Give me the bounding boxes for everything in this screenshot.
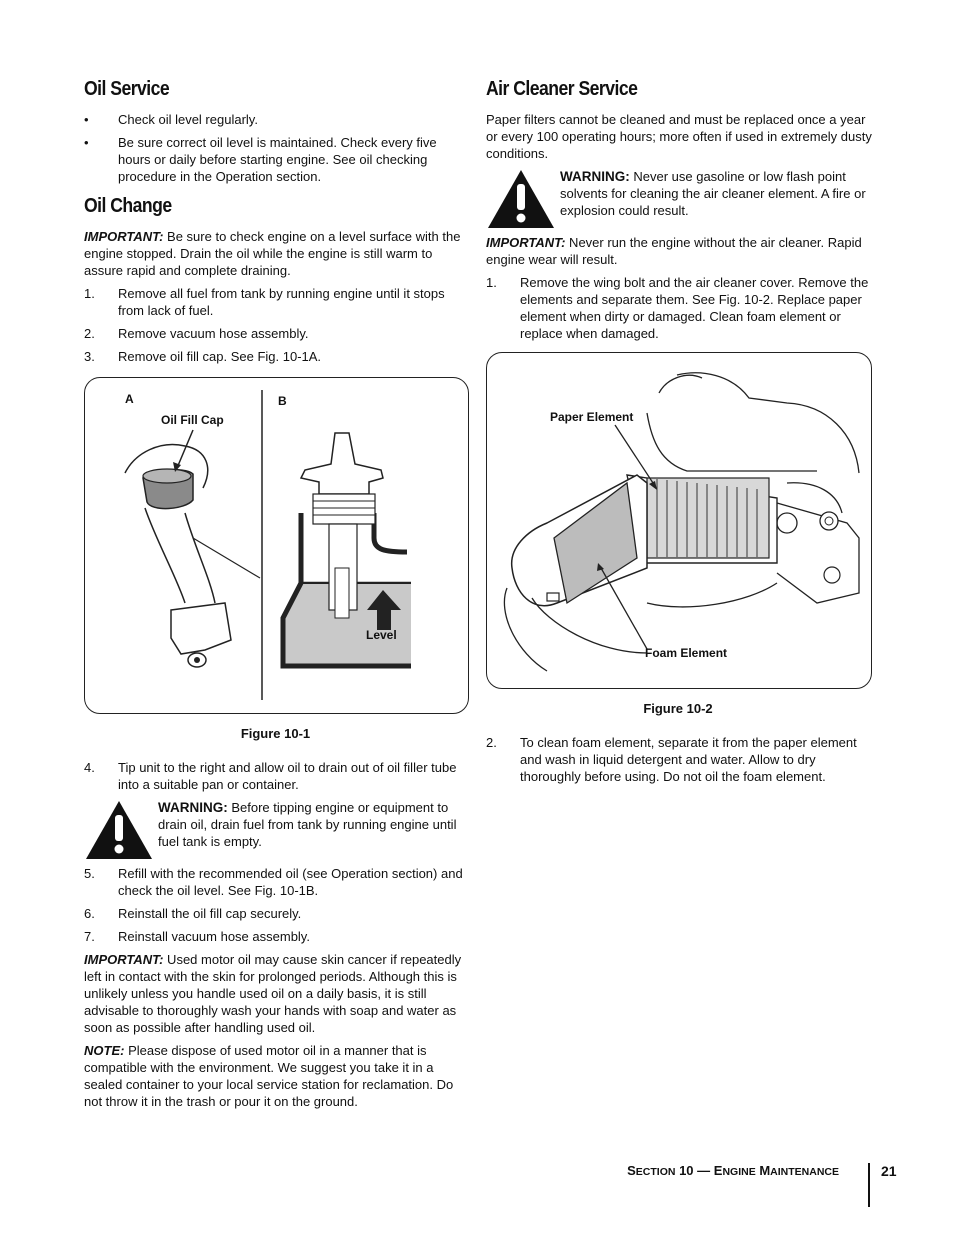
footer-divider [868, 1163, 870, 1207]
note-text: Please dispose of used motor oil in a manner that is compatible with the environment. We suggest you take it in a sealed container to your local service station for reclamation. Do not throw it in the trash or pour it on the ground. [84, 1043, 454, 1109]
bullet-item: • Be sure correct oil level is maintained. Check every five hours or daily before starting engine. See oil checking procedure in the Operation section. [84, 134, 466, 185]
important-text: Be sure to check engine on a level surface with the engine stopped. Drain the oil while the engine is still warm to assure rapid and complete draining. [84, 229, 461, 278]
important-label: IMPORTANT: [84, 229, 164, 244]
step-item [84, 348, 466, 365]
note-label: NOTE: [84, 1043, 125, 1058]
oil-fill-cap-callout: Oil Fill Cap [161, 413, 224, 427]
left-column-lower [84, 759, 466, 1116]
air-cleaner-illustration [487, 353, 871, 688]
step-number: 5. [84, 866, 95, 881]
step-text: Remove oil fill cap. See Fig. 10-1A. [118, 349, 322, 364]
step-text: Tip unit to the right and allow oil to drain out of oil filler tube into a suitable pan or container. [118, 760, 457, 792]
figure-10-1-caption: Figure 10-1 [240, 726, 311, 741]
bullet-text: Be sure correct oil level is maintained. Check every five hours or daily before starting engine. See oil checking procedure in the Operation section. [118, 135, 437, 184]
air-cleaner-heading: Air Cleaner Service [486, 78, 638, 100]
panel-label-a: A [125, 392, 134, 406]
figure-10-2-caption: Figure 10-2 [643, 701, 713, 716]
step-text: Remove the wing bolt and the air cleaner cover. Remove the elements and separate them. See Fig. 10-2. Replace paper element when dirty or damaged. Clean foam element or replace when damaged. [520, 275, 869, 341]
step-number: 1. [486, 275, 497, 290]
step-text: To clean foam element, separate it from the paper element and wash in liquid detergent and water. Allow to dry thoroughly before using. Do not oil the foam element. [520, 735, 857, 784]
important-label: IMPORTANT: [84, 952, 164, 967]
oil-service-heading: Oil Service [84, 78, 170, 100]
level-callout: Level [366, 628, 397, 642]
important-text: Used motor oil may cause skin cancer if repeatedly left in contact with the skin for prolonged periods. Although this is unlikely unless you handle used oil on a daily basis, it is still advisable to thoroughly wash your hands with soap and water as soon as possible after handling used oil. [84, 952, 462, 1035]
step-item [486, 274, 872, 342]
important-paragraph [84, 951, 466, 1036]
page-number: 21 [881, 1163, 897, 1179]
section-footer [627, 1163, 839, 1178]
warning-block [486, 168, 872, 230]
warning-block [84, 799, 466, 861]
step-number: 6. [84, 906, 95, 921]
step-number: 2. [84, 326, 95, 341]
paper-element-callout: Paper Element [550, 410, 634, 424]
intro-paragraph: Paper filters cannot be cleaned and must be replaced once a year or every 100 operating hours; more often if used in extremely dusty conditions. [486, 112, 872, 161]
step-item [84, 285, 466, 319]
footer-text: M [755, 1163, 771, 1178]
left-column [84, 78, 466, 371]
note-paragraph [84, 1042, 466, 1110]
oil-fill-illustration [85, 378, 468, 713]
step-text: Reinstall vacuum hose assembly. [118, 929, 310, 944]
warning-text: Never use gasoline or low flash point solvents for cleaning the air cleaner element. A fire or explosion could result. [560, 169, 866, 218]
footer-text: AINTENANCE [770, 1166, 839, 1178]
right-column [486, 78, 872, 348]
step-item [84, 325, 466, 342]
warning-icon [486, 168, 556, 230]
important-paragraph [84, 228, 466, 279]
warning-label: WARNING: [560, 169, 630, 184]
step-number: 2. [486, 735, 497, 750]
step-number: 7. [84, 929, 95, 944]
step-item [84, 928, 466, 945]
oil-change-heading: Oil Change [84, 195, 172, 217]
bullet-item: • Check oil level regularly. [84, 112, 258, 127]
footer-text: 10 — [675, 1163, 714, 1178]
important-label: IMPORTANT: [486, 235, 566, 250]
footer-text: NGINE [722, 1166, 756, 1178]
step-item [84, 759, 466, 793]
footer-text: ECTION [635, 1166, 676, 1178]
footer-text: S [627, 1163, 636, 1178]
bullet-text: Check oil level regularly. [118, 112, 258, 127]
step-text: Remove all fuel from tank by running engine until it stops from lack of fuel. [118, 286, 445, 318]
step-item [84, 865, 466, 899]
warning-label: WARNING: [158, 800, 228, 815]
step-text: Refill with the recommended oil (see Operation section) and check the oil level. See Fig. 10-1B. [118, 866, 463, 898]
step-number: 3. [84, 349, 95, 364]
warning-icon [84, 799, 154, 861]
step-item [84, 905, 466, 922]
warning-text: Before tipping engine or equipment to drain oil, drain fuel from tank by running engine until fuel tank is empty. [158, 800, 457, 849]
step-number: 1. [84, 286, 95, 301]
step-text: Remove vacuum hose assembly. [118, 326, 309, 341]
figure-10-1 [84, 377, 469, 714]
foam-element-callout: Foam Element [645, 646, 728, 660]
important-text: Never run the engine without the air cleaner. Rapid engine wear will result. [486, 235, 862, 267]
important-paragraph [486, 234, 872, 268]
footer-text: E [713, 1163, 723, 1178]
step-item [486, 734, 872, 785]
step-number: 4. [84, 760, 95, 775]
figure-10-2 [486, 352, 872, 689]
step-text: Reinstall the oil fill cap securely. [118, 906, 302, 921]
right-column-lower [486, 734, 872, 791]
panel-label-b: B [278, 394, 287, 408]
